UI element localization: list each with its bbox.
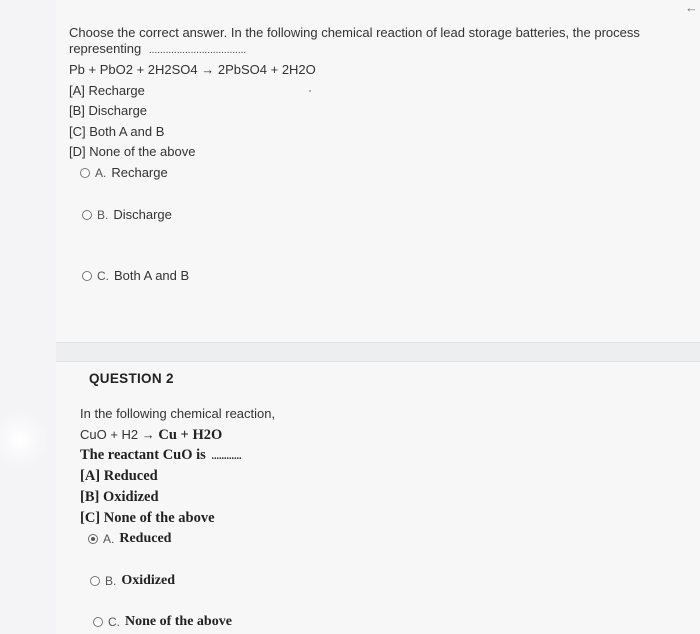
radio-button-icon[interactable] <box>80 168 90 178</box>
q1-option-c[interactable] <box>82 268 189 283</box>
option-letter: A. <box>95 165 107 180</box>
q1-choice-a: [A] Recharge <box>69 83 145 98</box>
q2-option-c[interactable] <box>93 614 232 630</box>
q2-equation-left: CuO + H2 → <box>80 427 159 442</box>
q2-choice-b: [B] Oxidized <box>80 489 159 505</box>
option-label: None of the above <box>125 614 232 629</box>
option-label: Discharge <box>113 207 172 222</box>
q1-choice-d: [D] None of the above <box>69 144 196 159</box>
option-label: Oxidized <box>121 573 176 588</box>
q1-choice-b: [B] Discharge <box>69 103 148 118</box>
q2-reactant-text: The reactant CuO is <box>80 447 206 463</box>
q2-choice-a: [A] Reduced <box>80 468 158 484</box>
option-letter: B. <box>97 207 109 222</box>
q2-title: QUESTION 2 <box>89 371 174 386</box>
q2-reactant-line <box>80 447 241 464</box>
option-letter: C. <box>108 615 120 629</box>
q2-option-a[interactable] <box>88 531 171 547</box>
q2-equation-right: Cu + H2O <box>158 427 223 443</box>
radio-button-selected-icon[interactable] <box>88 534 98 544</box>
radio-button-icon[interactable] <box>90 576 100 586</box>
screen-speck <box>309 90 311 92</box>
screen-glare <box>0 410 50 470</box>
q2-equation <box>80 427 222 444</box>
q1-option-b[interactable] <box>82 207 172 222</box>
q1-prompt-line1: Choose the correct answer. In the following chemical reaction of lead storage batteries, the process <box>69 25 640 40</box>
option-letter: B. <box>105 574 117 588</box>
q2-intro: In the following chemical reaction, <box>80 406 276 421</box>
q1-equation: Pb + PbO2 + 2H2SO4 → 2PbSO4 + 2H2O <box>69 62 316 77</box>
q2-choice-c: [C] None of the above <box>80 510 215 526</box>
q1-choice-c: [C] Both A and B <box>69 124 165 139</box>
q1-option-a[interactable] <box>80 165 168 180</box>
option-letter: C. <box>97 268 109 283</box>
radio-button-icon[interactable] <box>82 271 92 281</box>
option-label: Recharge <box>111 165 168 180</box>
q1-prompt-representing: representing <box>69 41 142 56</box>
q2-blank-dots: ............ <box>211 451 242 462</box>
option-letter: A. <box>103 532 115 546</box>
q1-blank-dots: ................................... <box>148 45 247 56</box>
radio-button-icon[interactable] <box>82 210 92 220</box>
radio-button-icon[interactable] <box>93 617 103 627</box>
q1-prompt-line2 <box>69 41 246 56</box>
option-label: Reduced <box>119 531 172 546</box>
q2-option-b[interactable] <box>90 573 175 589</box>
option-label: Both A and B <box>114 268 190 283</box>
question-divider <box>56 342 700 362</box>
corner-arrow-icon: ← <box>685 0 698 15</box>
